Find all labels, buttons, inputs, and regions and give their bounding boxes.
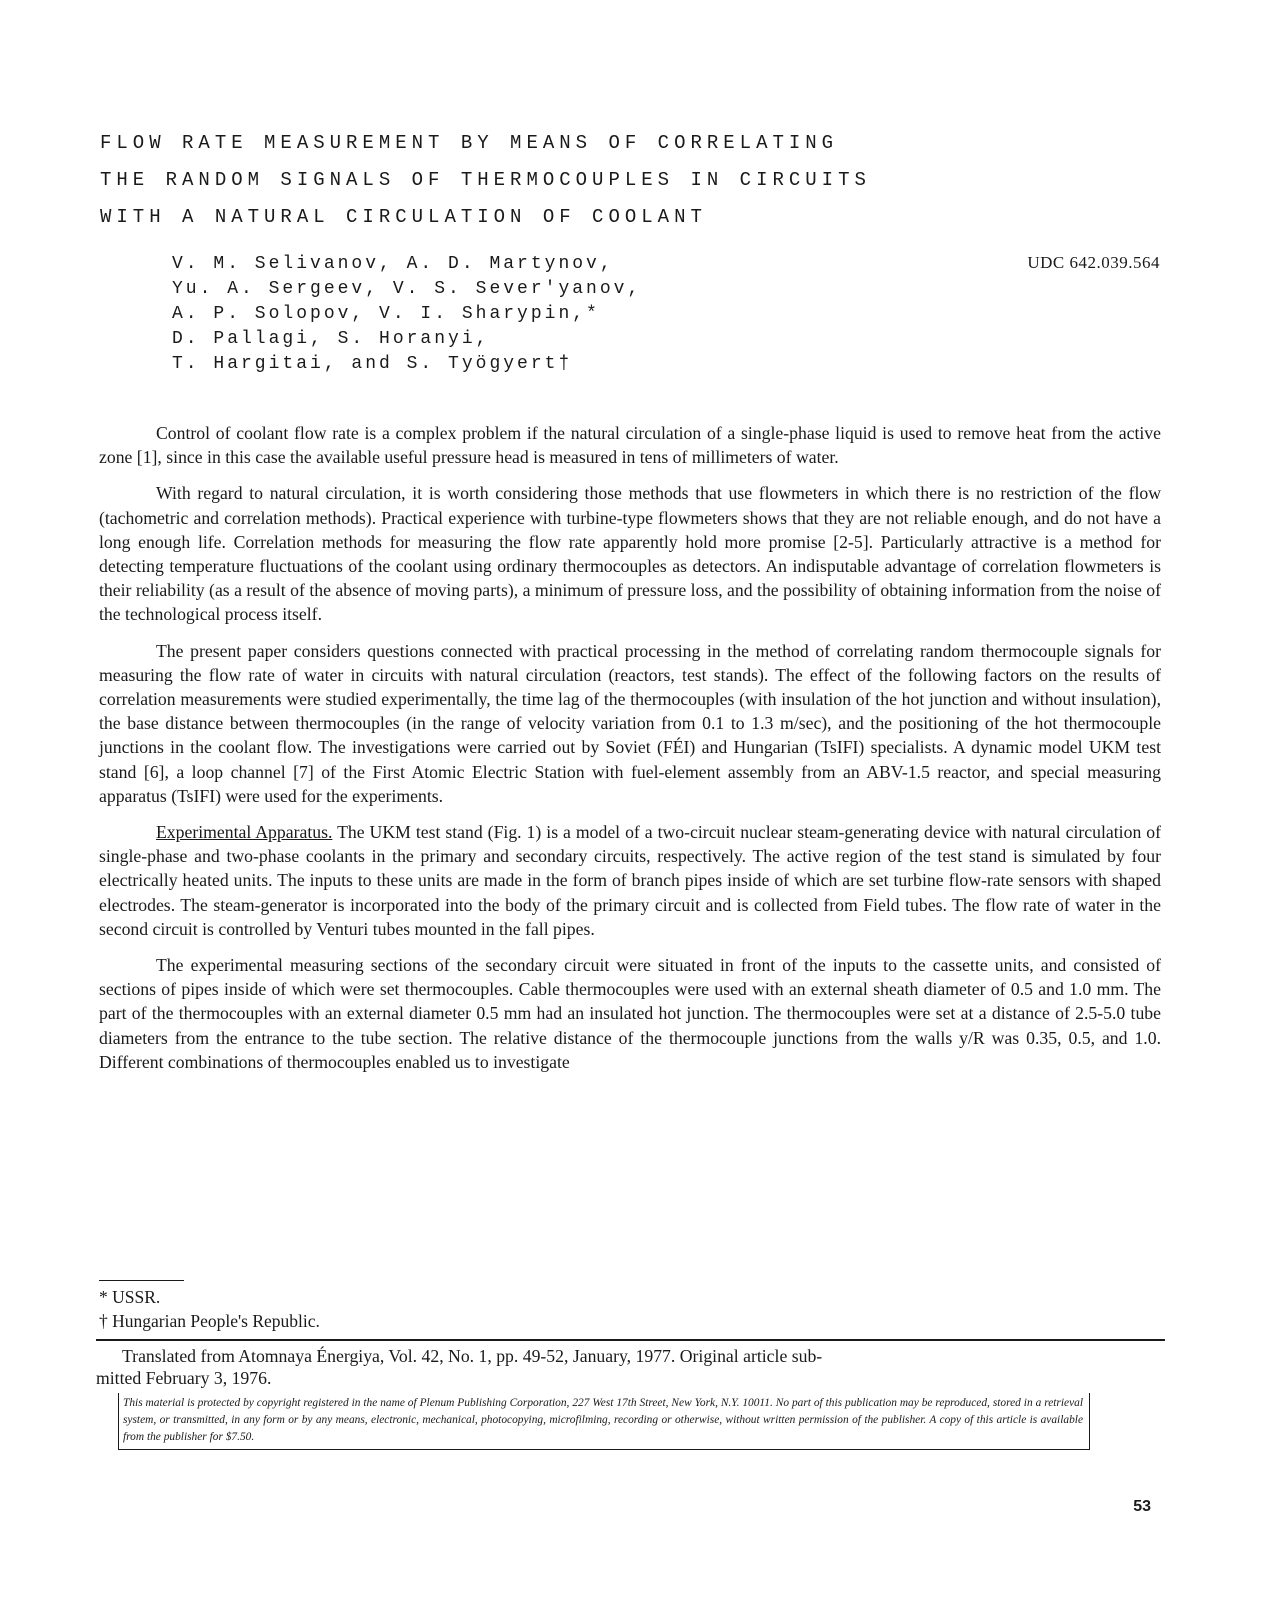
- copyright-notice: This material is protected by copyright registered in the name of Plenum Publishing Corporation, 227 West 17th Street, New York, N.Y. 10011. No part of this publication may be reproduced, stored in a retrieval system, or transmitted, in any form or by any means, electronic, mechanical, photocopying, microfilming, recording or otherwise, without written permission of the publisher. A copy of this article is available from the publisher for $7.50.: [118, 1393, 1090, 1450]
- body-paragraph: Control of coolant flow rate is a complex problem if the natural circulation of a single-phase liquid is used to remove heat from the active zone [1], since in this case the available useful pressure head is measured in tens of millimeters of water.: [99, 423, 1161, 468]
- author-list: [172, 252, 872, 377]
- footnote-divider: [99, 1280, 184, 1281]
- translation-line: mitted February 3, 1976.: [96, 1368, 272, 1388]
- page-number: 53: [1133, 1498, 1151, 1515]
- footnote: * USSR.: [99, 1287, 161, 1307]
- article-body: [99, 421, 1161, 1086]
- footnote: † Hungarian People's Republic.: [99, 1311, 320, 1331]
- translation-line: Translated from Atomnaya Énergiya, Vol. 42, No. 1, pp. 49-52, January, 1977. Original article sub-: [122, 1346, 823, 1366]
- body-paragraph: The present paper considers questions connected with practical processing in the method of correlating random thermocouple signals for measuring the flow rate of water in circuits with natural circulation (reactors, test stands). The effect of the following factors on the results of correlation measurements were studied experimentally, the time lag of the thermocouples (with insulation of the hot junction and without insulation), the base distance between thermocouples (in the range of velocity variation from 0.1 to 1.3 m/sec), and the positioning of the hot thermocouple junctions in the coolant flow. The investigations were carried out by Soviet (FÉI) and Hungarian (TsIFI) specialists. A dynamic model UKM test stand [6], a loop channel [7] of the First Atomic Electric Station with fuel-element assembly from an ABV-1.5 reactor, and special measuring apparatus (TsIFI) were used for the experiments.: [99, 640, 1161, 806]
- body-paragraph: With regard to natural circulation, it is worth considering those methods that use flowmeters in which there is no restriction of the flow (tachometric and correlation methods). Practical experience with turbine-type flowmeters shows that they are not reliable enough, and do not have a long enough life. Correlation methods for measuring the flow rate apparently hold more promise [2-5]. Particularly attractive is a method for detecting temperature fluctuations of the coolant using ordinary thermocouples as detectors. An indisputable advantage of correlation flowmeters is their reliability (as a result of the absence of moving parts), a minimum of pressure loss, and the possibility of obtaining information from the noise of the technological process itself.: [99, 483, 1161, 625]
- footnotes: [99, 1285, 699, 1333]
- udc-code: UDC 642.039.564: [1027, 253, 1160, 272]
- body-paragraph: The experimental measuring sections of the secondary circuit were situated in front of the inputs to the cassette units, and consisted of sections of pipes inside of which were set thermocouples. Cable thermocouples were used with an external sheath diameter of 0.5 and 1.0 mm. The part of the thermocouples with an external diameter 0.5 mm had an insulated hot junction. The thermocouples were set at a distance of 2.5-5.0 tube diameters from the entrance to the tube section. The relative distance of the thermocouple junctions from the walls y/R was 0.35, 0.5, and 1.0. Different combinations of thermocouples enabled us to investigate: [99, 955, 1161, 1072]
- author-line: V. M. Selivanov, A. D. Martynov,: [172, 254, 614, 274]
- author-line: D. Pallagi, S. Horanyi,: [172, 329, 490, 349]
- body-paragraph: [99, 820, 1161, 941]
- article-title: [100, 125, 1000, 236]
- author-line: T. Hargitai, and S. Työgyert†: [172, 354, 573, 374]
- author-line: Yu. A. Sergeev, V. S. Sever'yanov,: [172, 279, 642, 299]
- section-heading: Experimental Apparatus.: [156, 822, 333, 843]
- title-line: FLOW RATE MEASUREMENT BY MEANS OF CORRELATING: [100, 132, 839, 154]
- translation-note: [96, 1345, 1102, 1389]
- author-line: A. P. Solopov, V. I. Sharypin,*: [172, 304, 600, 324]
- title-line: THE RANDOM SIGNALS OF THERMOCOUPLES IN CIRCUITS: [100, 169, 871, 191]
- title-line: WITH A NATURAL CIRCULATION OF COOLANT: [100, 206, 707, 228]
- section-text: The UKM test stand (Fig. 1) is a model of a two-circuit nuclear steam-generating device with natural circulation of single-phase and two-phase coolants in the primary and secondary circuits, respectively. The active region of the test stand is simulated by four electrically heated units. The inputs to these units are made in the form of branch pipes inside of which are set turbine flow-rate sensors with shaped electrodes. The steam-generator is incorporated into the body of the primary circuit and is collected from Field tubes. The flow rate of water in the second circuit is controlled by Venturi tubes mounted in the fall pipes.: [99, 822, 1161, 939]
- footer-divider: [96, 1339, 1165, 1341]
